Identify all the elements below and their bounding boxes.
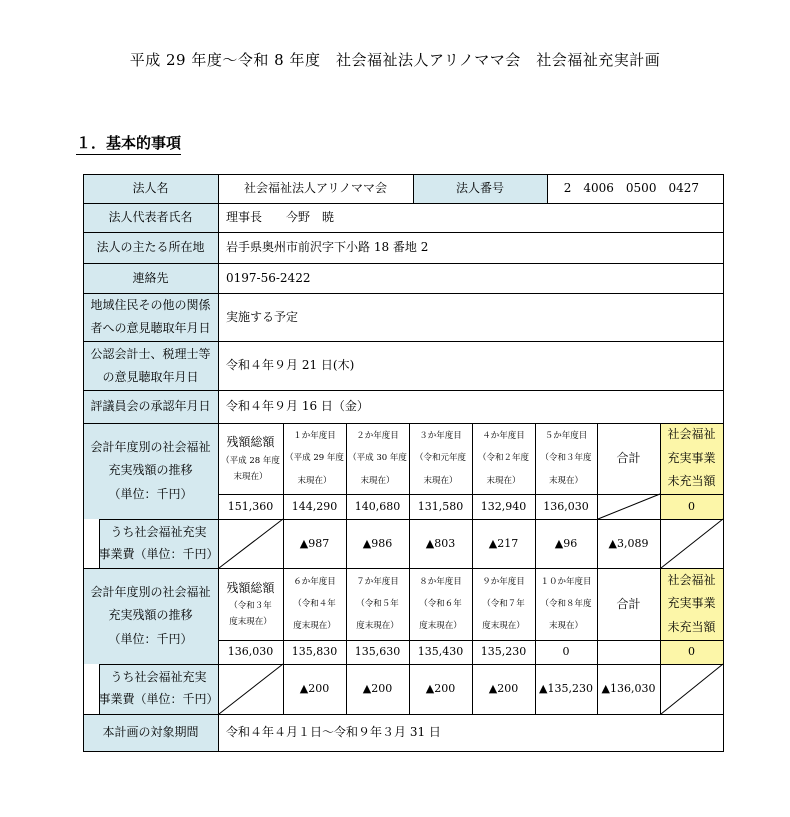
section-heading: １．基本的事項 <box>76 132 181 155</box>
table2-value: 135,830 <box>291 645 338 659</box>
hearing-value: 実施する予定 <box>226 309 299 324</box>
table2-expense: ▲135,230 <box>539 682 593 696</box>
table2-value: 135,630 <box>354 645 401 659</box>
page-title: 平成 29 年度～令和 8 年度 社会福祉法人アリノママ会 社会福祉充実計画 <box>129 51 661 69</box>
table1-header-2: ２か年度目 （平成 30 年度 末現在） <box>348 431 407 486</box>
table2-row-label <box>83 568 218 664</box>
table2-row-label-line1: 会計年度別の社会福祉 <box>90 584 211 599</box>
table1-total-header: 合計 <box>616 451 641 466</box>
table2-value: 0 <box>562 645 570 659</box>
corp-number-value: 2 4006 0500 0427 <box>563 181 699 196</box>
table1-expense: ▲96 <box>554 536 578 550</box>
period-label: 本計画の対象期間 <box>102 725 199 740</box>
corp-name-value: 社会福祉法人アリノママ会 <box>243 181 388 196</box>
accountant-value: 令和４年９月 21 日(木) <box>226 358 355 373</box>
table2-unfilled-value: 0 <box>688 645 695 659</box>
table1-value: 144,290 <box>291 499 338 513</box>
table1-header-3: ３か年度目 （令和元年度 末現在） <box>414 431 466 486</box>
table1-expense: ▲987 <box>299 536 330 550</box>
accountant-label <box>83 341 218 390</box>
table1-value: 151,360 <box>227 499 274 513</box>
hearing-label-line2: 者への意見聴取年月日 <box>90 321 211 335</box>
table1-expense: ▲803 <box>425 536 456 550</box>
table2-header-1: ６か年度目 （令和４年 度末現在） <box>293 576 336 632</box>
table2-expense-total: ▲136,030 <box>601 682 656 696</box>
hearing-label-line1: 地域住民その他の関係 <box>90 298 211 313</box>
accountant-label-line1: 公認会計士、税理士等 <box>90 346 211 361</box>
table2-expense: ▲200 <box>425 682 456 696</box>
table1-expense-total: ▲3,089 <box>608 536 649 550</box>
table1-expense: ▲217 <box>488 536 519 550</box>
address-label: 法人の主たる所在地 <box>96 240 205 255</box>
rep-label: 法人代表者氏名 <box>108 210 193 225</box>
council-label: 評議員会の承認年月日 <box>90 399 211 414</box>
hearing-label <box>83 293 218 341</box>
table1-header-5: ５か年度目 （令和３年度 末現在） <box>540 431 592 486</box>
table2-expense: ▲200 <box>299 682 330 696</box>
table2-row-label-line2: 充実残額の推移 <box>108 608 193 623</box>
table2-header-4: ９か年度目 （令和７年 度末現在） <box>482 576 525 632</box>
table1-row-label-line2: 充実残額の推移 <box>108 463 193 478</box>
table2-expense: ▲200 <box>362 682 393 696</box>
table2-value: 135,430 <box>417 645 464 659</box>
contact-label: 連絡先 <box>132 270 169 285</box>
table2-header-2: ７か年度目 （令和５年 度末現在） <box>356 576 399 632</box>
table2-unfilled-header: 社会福祉 充実事業 未充当額 <box>667 572 716 634</box>
table1-value: 136,030 <box>543 499 589 513</box>
accountant-label-line2: の意見聴取年月日 <box>102 369 199 384</box>
table2-row-label-line3: （単位：千円） <box>108 631 193 646</box>
table2-value: 135,230 <box>480 645 527 659</box>
table2-total-header: 合計 <box>616 596 641 611</box>
table1-header-1: １か年度目 （平成 29 年度 末現在） <box>285 431 344 486</box>
table2-value: 136,030 <box>227 645 274 659</box>
corp-number-label: 法人番号 <box>455 181 504 196</box>
rep-value: 理事長 今野 暁 <box>226 210 335 225</box>
table2-expense-label: うち社会福祉充実 事業費（単位：千円） <box>98 670 219 706</box>
table1-unfilled-header: 社会福祉 充実事業 未充当額 <box>667 427 716 489</box>
table1-header-4: ４か年度目 （令和２年度 末現在） <box>477 431 529 486</box>
council-value: 令和４年９月 16 日（金） <box>226 399 369 414</box>
table1-expense-label: うち社会福祉充実 事業費（単位：千円） <box>98 524 219 561</box>
table1-header-0: 残額総額 （平成 28 年度 末現在） <box>221 435 280 482</box>
table2-header-0: 残額総額 （令和３年 度末現在） <box>226 580 275 628</box>
table1-row-label-line3: （単位：千円） <box>108 486 193 501</box>
table1-value: 131,580 <box>417 499 464 513</box>
contact-value: 0197-56-2422 <box>226 270 311 285</box>
table2-header-3: ８か年度目 （令和６年 度末現在） <box>419 576 462 632</box>
table1-value: 132,940 <box>480 499 527 513</box>
corp-name-label: 法人名 <box>132 181 169 196</box>
address-value: 岩手県奥州市前沢字下小路 18 番地 2 <box>226 240 429 255</box>
table1-expense: ▲986 <box>362 536 393 550</box>
table1-row-label <box>83 423 218 519</box>
table1-unfilled-value: 0 <box>688 499 695 513</box>
table2-header-5: １０か年度目 （令和８年度 末現在） <box>540 576 592 632</box>
table2-expense: ▲200 <box>488 682 519 696</box>
table1-row-label-line1: 会計年度別の社会福祉 <box>90 439 211 454</box>
table1-value: 140,680 <box>354 499 401 513</box>
period-value: 令和４年４月１日～令和９年３月 31 日 <box>226 725 441 740</box>
